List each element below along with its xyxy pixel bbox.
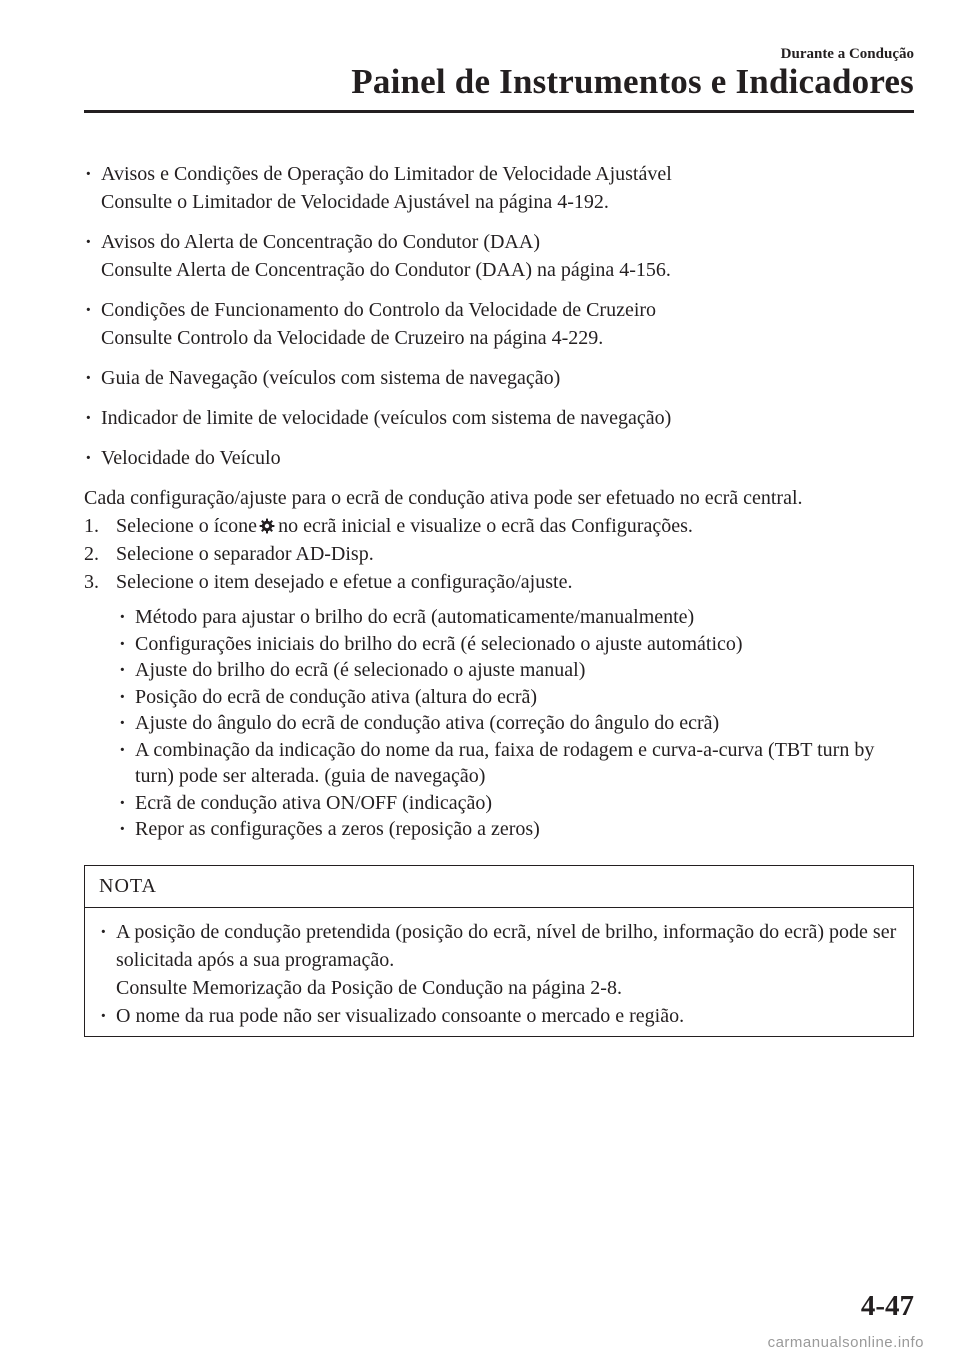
intro-paragraph: Cada configuração/ajuste para o ecrã de condução ativa pode ser efetuado no ecrã central. (84, 487, 803, 509)
list-item: · Velocidade do Veículo (84, 444, 914, 472)
note-box (84, 865, 914, 1037)
note-title: NOTA (85, 866, 913, 908)
page-content (84, 160, 914, 1037)
list-item: · Ajuste do ângulo do ecrã de condução ativa (correção do ângulo do ecrã) (118, 710, 914, 737)
list-item: · Guia de Navegação (veículos com sistema de navegação) (84, 364, 914, 392)
list-item: · Posição do ecrã de condução ativa (altura do ecrã) (118, 684, 914, 711)
list-item: · Condições de Funcionamento do Controlo da Velocidade de Cruzeiro Consulte Controlo da Velocidade de Cruzeiro na página 4-229. (84, 296, 914, 352)
list-item: · Configurações iniciais do brilho do ecrã (é selecionado o ajuste automático) (118, 631, 914, 658)
step-item: 2. Selecione o separador AD-Disp. (84, 543, 374, 565)
note-body (85, 908, 913, 1036)
list-item: · A combinação da indicação do nome da rua, faixa de rodagem e curva-a-curva (TBT turn by turn) pode ser alterada. (guia de navegação) (118, 737, 914, 790)
page-number: 4-47 (860, 1290, 914, 1322)
list-item: · Indicador de limite de velocidade (veículos com sistema de navegação) (84, 404, 914, 432)
list-item: · Avisos do Alerta de Concentração do Condutor (DAA) Consulte Alerta de Concentração do Condutor (DAA) na página 4-156. (84, 228, 914, 284)
list-item: · Ecrã de condução ativa ON/OFF (indicação) (118, 790, 914, 817)
warnings-list (84, 160, 914, 472)
page-title: Painel de Instrumentos e Indicadores (351, 62, 914, 101)
watermark: carmanualsonline.info (767, 1334, 924, 1351)
steps-list (84, 512, 914, 596)
list-item: · Repor as configurações a zeros (reposição a zeros) (118, 816, 914, 843)
section-label: Durante a Condução (780, 46, 914, 62)
step-item: 1. Selecione o ícone no ecrã inicial e visualize o ecrã das Configurações. (84, 515, 693, 537)
list-item: · A posição de condução pretendida (posição do ecrã, nível de brilho, informação do ecrã) pode ser solicitada após a sua programação. Consulte Memorização da Posição de Condução na página 2-8. (99, 918, 901, 1002)
list-item: · Ajuste do brilho do ecrã (é selecionado o ajuste manual) (118, 657, 914, 684)
settings-items-list (118, 604, 914, 843)
list-item: · O nome da rua pode não ser visualizado consoante o mercado e região. (99, 1002, 901, 1030)
step-item: 3. Selecione o item desejado e efetue a configuração/ajuste. (84, 571, 573, 593)
gear-icon (259, 514, 275, 530)
header-rule (84, 110, 914, 113)
list-item: · Método para ajustar o brilho do ecrã (automaticamente/manualmente) (118, 604, 914, 631)
list-item: · Avisos e Condições de Operação do Limitador de Velocidade Ajustável Consulte o Limitador de Velocidade Ajustável na página 4-192. (84, 160, 914, 216)
